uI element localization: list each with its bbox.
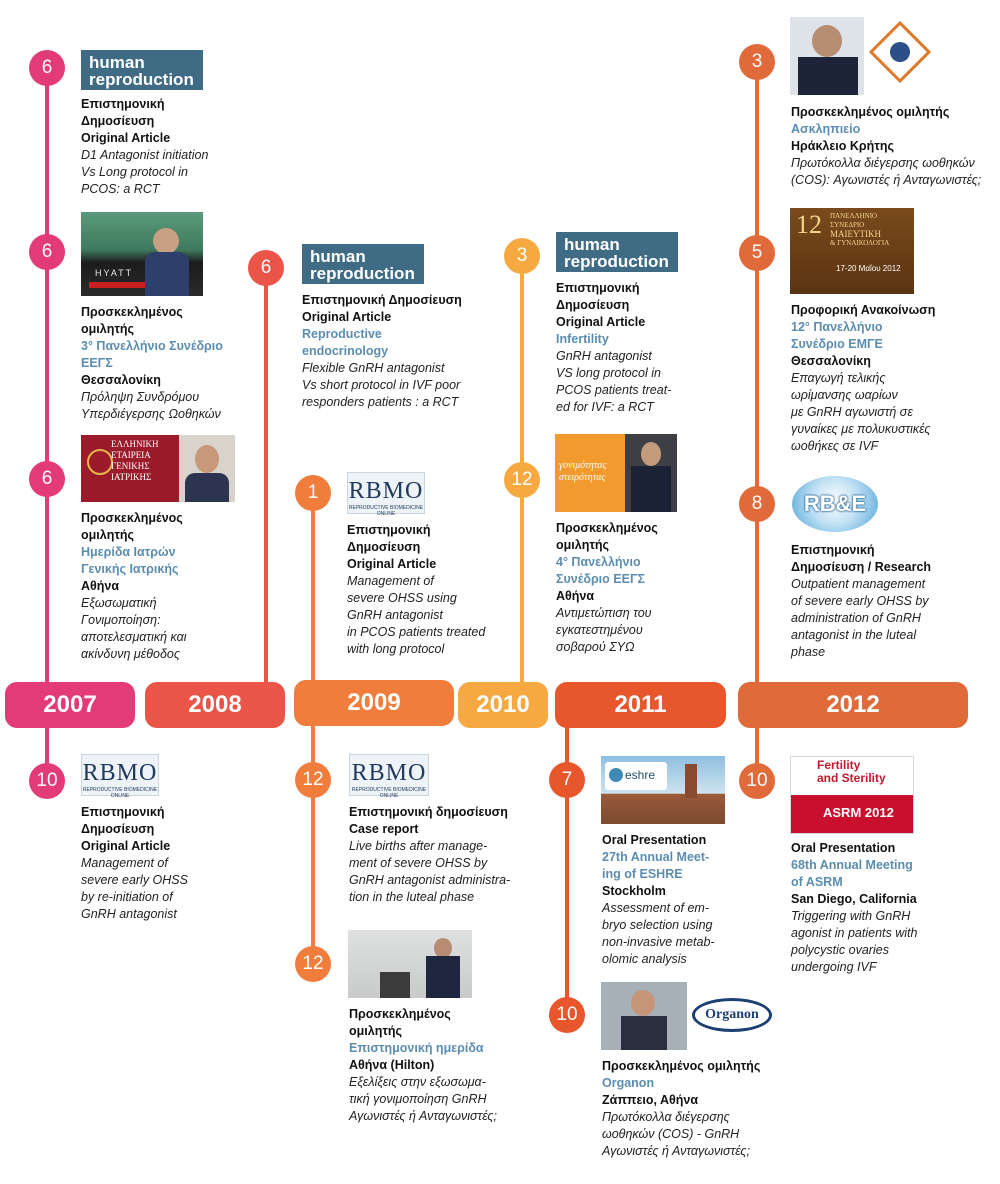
card-event-name: Επιστημονική ημερίδα <box>349 1041 484 1055</box>
congress-dates: 17-20 Μαΐου 2012 <box>836 264 901 273</box>
speaker-silhouette-icon <box>812 25 842 57</box>
human-reproduction-logo <box>556 232 678 272</box>
card-description: PCOS patients treat- <box>556 383 672 397</box>
logo-text: reproduction <box>89 70 194 89</box>
card-description: GnRH antagonist administra- <box>349 873 511 887</box>
card-description: Επαγωγή τελικής <box>791 371 886 385</box>
card-description: Αγωνιστές ή Ανταγωνιστές; <box>602 1144 750 1158</box>
card-description: tion in the luteal phase <box>349 890 475 904</box>
card-event-name: 4° Πανελλήνιο <box>556 555 641 569</box>
year-2011: 2011 <box>555 682 726 728</box>
eshre-logo <box>605 762 667 790</box>
card-event-name: 27th Annual Meet- <box>602 850 710 864</box>
card-description: Πρωτόκολλα διέγερσης <box>602 1110 730 1124</box>
event-card <box>602 1058 792 1160</box>
card-description: Αγωνιστές ή Ανταγωνιστές; <box>349 1109 497 1123</box>
speaker-silhouette-icon <box>621 1016 667 1050</box>
count-badge: 6 <box>248 250 284 286</box>
society-emblem-icon <box>87 449 113 475</box>
card-description: Assessment of em- <box>602 901 709 915</box>
logo-subtext: REPRODUCTIVE BIOMEDICINE ONLINE <box>82 787 158 799</box>
card-description: of severe early OHSS by <box>791 594 929 608</box>
count-badge: 12 <box>295 762 331 798</box>
year-2008: 2008 <box>145 682 285 728</box>
card-description: Vs short protocol in IVF poor <box>302 378 461 392</box>
card-heading: Προφορική Ανακοίνωση <box>791 303 936 317</box>
card-heading: Προσκεκλημένος <box>81 305 183 319</box>
society-name: ΕΛΛΗΝΙΚΗ ΕΤΑΙΡΕΙΑ ΓΕΝΙΚΗΣ ΙΑΤΡΙΚΗΣ <box>111 439 159 482</box>
rbmo-logo <box>81 754 159 799</box>
card-place: San Diego, California <box>791 892 917 906</box>
speaker-photo-organon <box>601 982 687 1050</box>
card-description: Management of <box>347 574 434 588</box>
card-description: bryo selection using <box>602 918 713 932</box>
card-description: σοβαρού ΣΥΩ <box>556 640 635 654</box>
card-event-name: Ημερίδα Ιατρών <box>81 545 176 559</box>
card-event-name: Reproductive <box>302 327 382 341</box>
speaker-silhouette-icon <box>798 57 858 95</box>
card-heading: Δημοσίευση <box>81 114 155 128</box>
speaker-silhouette-icon <box>641 442 661 466</box>
card-description: ment of severe OHSS by <box>349 856 488 870</box>
logo-text: human <box>564 235 620 254</box>
card-heading: Original Article <box>81 131 171 145</box>
card-heading: Original Article <box>347 557 437 571</box>
card-heading: Oral Presentation <box>602 833 707 847</box>
rbmo-logo <box>349 754 429 799</box>
event-card <box>556 520 721 656</box>
card-heading: Προσκεκλημένος ομιλητής <box>602 1059 761 1073</box>
card-description: με GnRH αγωνιστή σε <box>791 405 913 419</box>
timeline-line-2011-bottom <box>565 706 569 1016</box>
logo-text: RBMO <box>348 478 424 504</box>
count-badge: 12 <box>295 946 331 982</box>
card-place: Θεσσαλονίκη <box>81 373 161 387</box>
count-badge: 8 <box>739 486 775 522</box>
card-heading: Επιστημονική Δημοσίευση <box>302 293 462 307</box>
card-event-name: Infertility <box>556 332 609 346</box>
timeline-line-2008 <box>264 268 268 706</box>
rbmo-logo <box>347 472 425 517</box>
card-description: GnRH antagonist <box>556 349 652 363</box>
card-heading: Επιστημονική <box>791 543 875 557</box>
logo-text: reproduction <box>564 252 669 271</box>
card-event-name: 68th Annual Meeting <box>791 858 913 872</box>
count-badge: 3 <box>739 44 775 80</box>
card-description: with long protocol <box>347 642 445 656</box>
city-hall-tower-icon <box>685 764 697 798</box>
asrm-banner <box>791 795 913 833</box>
card-description: τική γονιμοποίηση GnRH <box>349 1092 487 1106</box>
count-badge: 7 <box>549 762 585 798</box>
logo-subtext: REPRODUCTIVE BIOMEDICINE ONLINE <box>348 505 424 517</box>
logo-text: Organon <box>705 1007 759 1022</box>
count-badge: 1 <box>295 475 331 511</box>
card-heading: Επιστημονική <box>81 805 165 819</box>
card-description: polycystic ovaries <box>791 943 889 957</box>
card-description: non-invasive metab- <box>602 935 715 949</box>
card-heading: ομιλητής <box>349 1024 403 1038</box>
card-description: in PCOS patients treated <box>347 625 486 639</box>
event-card <box>556 280 721 416</box>
year-2007: 2007 <box>5 682 135 728</box>
logo-text: RBMO <box>351 760 427 786</box>
card-event-name: Ασκληπιείο <box>791 122 861 136</box>
card-description: GnRH antagonist <box>347 608 443 622</box>
card-description: PCOS: a RCT <box>81 182 160 196</box>
card-heading: Δημοσίευση / Research <box>791 560 932 574</box>
emblem-center <box>886 38 914 66</box>
card-description: responders patients : a RCT <box>302 395 459 409</box>
event-card <box>81 304 251 423</box>
speaker-portrait <box>179 435 235 502</box>
timeline-line-2012-top <box>755 62 759 706</box>
card-description: ωοθηκών (COS) - GnRH <box>602 1127 740 1141</box>
logo-text: ASRM 2012 <box>823 805 894 820</box>
card-description: GnRH antagonist <box>81 907 177 921</box>
card-heading: ομιλητής <box>81 528 135 542</box>
count-badge: 10 <box>739 763 775 799</box>
hyatt-sign: HYATT <box>95 268 134 278</box>
speaker-portrait <box>625 434 677 512</box>
card-heading: Προσκεκλημένος <box>349 1007 451 1021</box>
speaker-silhouette-icon <box>631 466 671 512</box>
card-description: phase <box>791 645 826 659</box>
card-heading: Original Article <box>302 310 392 324</box>
card-description: D1 Antagonist initiation <box>81 148 209 162</box>
card-description: severe OHSS using <box>347 591 457 605</box>
human-reproduction-logo <box>302 244 424 284</box>
speaker-silhouette-icon <box>185 473 229 502</box>
count-badge: 5 <box>739 235 775 271</box>
logo-text: human <box>89 53 145 72</box>
event-card <box>791 302 971 455</box>
podium-icon <box>380 972 410 998</box>
logo-text: human <box>310 247 366 266</box>
logo-text: RB&E <box>803 491 867 516</box>
card-heading: Επιστημονική δημοσίευση <box>349 805 508 819</box>
event-card <box>302 292 502 411</box>
card-description: olomic analysis <box>602 952 687 966</box>
event-card <box>347 522 512 658</box>
card-event-name: Συνέδριο ΕΜΓΕ <box>791 337 883 351</box>
card-description: γυναίκες με πολυκυστικές <box>791 422 931 436</box>
card-heading: Original Article <box>81 839 171 853</box>
card-description: ωρίμανσης ωαρίων <box>791 388 898 402</box>
card-place: Αθήνα (Hilton) <box>349 1058 435 1072</box>
card-heading: Original Article <box>556 315 646 329</box>
card-description: Triggering with GnRH <box>791 909 911 923</box>
card-place: Ηράκλειο Κρήτης <box>791 139 894 153</box>
event-card <box>81 96 246 198</box>
card-heading: ομιλητής <box>556 538 610 552</box>
card-description: Live births after manage- <box>349 839 488 853</box>
card-description: severe early OHSS <box>81 873 188 887</box>
year-2009: 2009 <box>294 680 454 726</box>
speaker-photo-hilton <box>348 930 472 998</box>
event-card <box>602 832 767 968</box>
card-heading: Επιστημονική <box>81 97 165 111</box>
event-card <box>81 510 246 663</box>
card-place: Stockholm <box>602 884 666 898</box>
card-place: Αθήνα <box>556 589 595 603</box>
card-description: Αντιμετώπιση του <box>556 606 652 620</box>
human-reproduction-logo <box>81 50 203 90</box>
speaker-photo-hyatt <box>81 212 203 296</box>
card-event-name: 12° Πανελλήνιο <box>791 320 883 334</box>
speaker-silhouette-icon <box>426 956 460 998</box>
card-description: by re-initiation of <box>81 890 173 904</box>
eshre-photo <box>601 756 725 824</box>
card-heading: Case report <box>349 822 419 836</box>
timeline-line-2009-bottom <box>311 706 315 964</box>
card-event-name: ing of ESHRE <box>602 867 683 881</box>
rbe-logo <box>792 476 878 532</box>
card-heading: Επιστημονική <box>347 523 431 537</box>
count-badge: 12 <box>504 462 540 498</box>
asklipieio-emblem-icon <box>869 21 931 83</box>
card-event-name: 3° Πανελλήνιο Συνέδριο <box>81 339 223 353</box>
card-heading: Προσκεκλημένος <box>81 511 183 525</box>
logo-text: RBMO <box>82 760 158 786</box>
count-badge: 10 <box>29 763 65 799</box>
logo-subtext: REPRODUCTIVE BIOMEDICINE ONLINE <box>351 787 427 799</box>
card-event-name: Γενικής Ιατρικής <box>81 562 179 576</box>
eshre-emblem-icon <box>609 768 623 782</box>
card-description: Εξωσωματική <box>81 596 157 610</box>
card-heading: Δημοσίευση <box>556 298 630 312</box>
event-card <box>349 804 539 906</box>
card-description: Πρωτόκολλα διέγερσης ωοθηκών <box>791 156 975 170</box>
speaker-silhouette-icon <box>195 445 219 473</box>
card-description: VS long protocol in <box>556 366 661 380</box>
card-description: Εξελίξεις στην εξωσωμα- <box>349 1075 486 1089</box>
event-card <box>791 104 996 189</box>
count-badge: 10 <box>549 997 585 1033</box>
card-heading: Επιστημονική <box>556 281 640 295</box>
card-heading: Oral Presentation <box>791 841 896 855</box>
card-heading: ομιλητής <box>81 322 135 336</box>
card-description: Outpatient management <box>791 577 926 591</box>
journal-title: Fertility and Sterility <box>817 758 886 785</box>
card-event-name: Organon <box>602 1076 655 1090</box>
congress-number: 12 <box>796 210 822 239</box>
card-event-name: endocrinology <box>302 344 389 358</box>
event-card <box>349 1006 539 1125</box>
event-card <box>791 840 971 976</box>
card-description: ωοθήκες σε IVF <box>791 439 879 453</box>
card-place: Θεσσαλονίκη <box>791 354 871 368</box>
card-description: Vs Long protocol in <box>81 165 189 179</box>
card-event-name: of ASRM <box>791 875 843 889</box>
logo-text: eshre <box>625 768 656 782</box>
congress-title: ΠΑΝΕΛΛΗΝΙΟ ΣΥΝΕΔΡΙΟ ΜΑΙΕΥΤΙΚΗ & ΓΥΝΑΙΚΟΛΟΓΙΑ <box>830 212 890 247</box>
card-description: αποτελεσματική και <box>81 630 187 644</box>
timeline-line-2007-top <box>45 66 49 706</box>
society-logo-photo <box>81 435 235 502</box>
card-description: administration of GnRH <box>791 611 921 625</box>
year-2010: 2010 <box>458 682 548 728</box>
card-description: Πρόληψη Συνδρόμου <box>81 390 200 404</box>
year-2012: 2012 <box>738 682 968 728</box>
card-description: Management of <box>81 856 168 870</box>
card-place: Ζάππειο, Αθήνα <box>602 1093 699 1107</box>
conference-title: γονιμότητας στειρότητας <box>559 460 607 483</box>
card-heading: Δημοσίευση <box>81 822 155 836</box>
organon-logo <box>692 998 772 1032</box>
count-badge: 3 <box>504 238 540 274</box>
speaker-silhouette-icon <box>631 990 655 1016</box>
card-description: antagonist in the luteal <box>791 628 917 642</box>
speaker-photo-2012 <box>790 17 864 95</box>
card-event-name: Συνέδριο ΕΕΓΣ <box>556 572 645 586</box>
speaker-silhouette-icon <box>145 252 189 296</box>
event-card <box>81 804 246 923</box>
card-heading: Προσκεκλημένος <box>556 521 658 535</box>
speaker-silhouette-icon <box>153 228 179 254</box>
card-description: agonist in patients with <box>791 926 918 940</box>
count-badge: 6 <box>29 461 65 497</box>
card-description: undergoing IVF <box>791 960 877 974</box>
card-event-name: ΕΕΓΣ <box>81 356 113 370</box>
card-description: Υπερδιέγερσης Ωοθηκών <box>81 407 221 421</box>
fertility-sterility-cover <box>790 756 914 834</box>
red-led-strip <box>89 282 145 288</box>
timeline-line-2009-top <box>311 492 315 706</box>
card-heading: Προσκεκλημένος ομιλητής <box>791 105 950 119</box>
conference-photo-eegs <box>555 434 677 512</box>
card-description: εγκατεστημένου <box>556 623 643 637</box>
card-place: Αθήνα <box>81 579 120 593</box>
card-description: ed for IVF: a RCT <box>556 400 654 414</box>
logo-text: reproduction <box>310 264 415 283</box>
congress-poster-2012 <box>790 208 914 294</box>
speaker-silhouette-icon <box>434 938 452 958</box>
card-description: Γονιμοποίηση: <box>81 613 161 627</box>
event-card <box>791 542 971 661</box>
card-heading: Δημοσίευση <box>347 540 421 554</box>
count-badge: 6 <box>29 50 65 86</box>
card-description: (COS): Αγωνιστές ή Ανταγωνιστές; <box>791 173 982 187</box>
card-description: ακίνδυνη μέθοδος <box>81 647 180 661</box>
card-description: Flexible GnRH antagonist <box>302 361 445 375</box>
count-badge: 6 <box>29 234 65 270</box>
